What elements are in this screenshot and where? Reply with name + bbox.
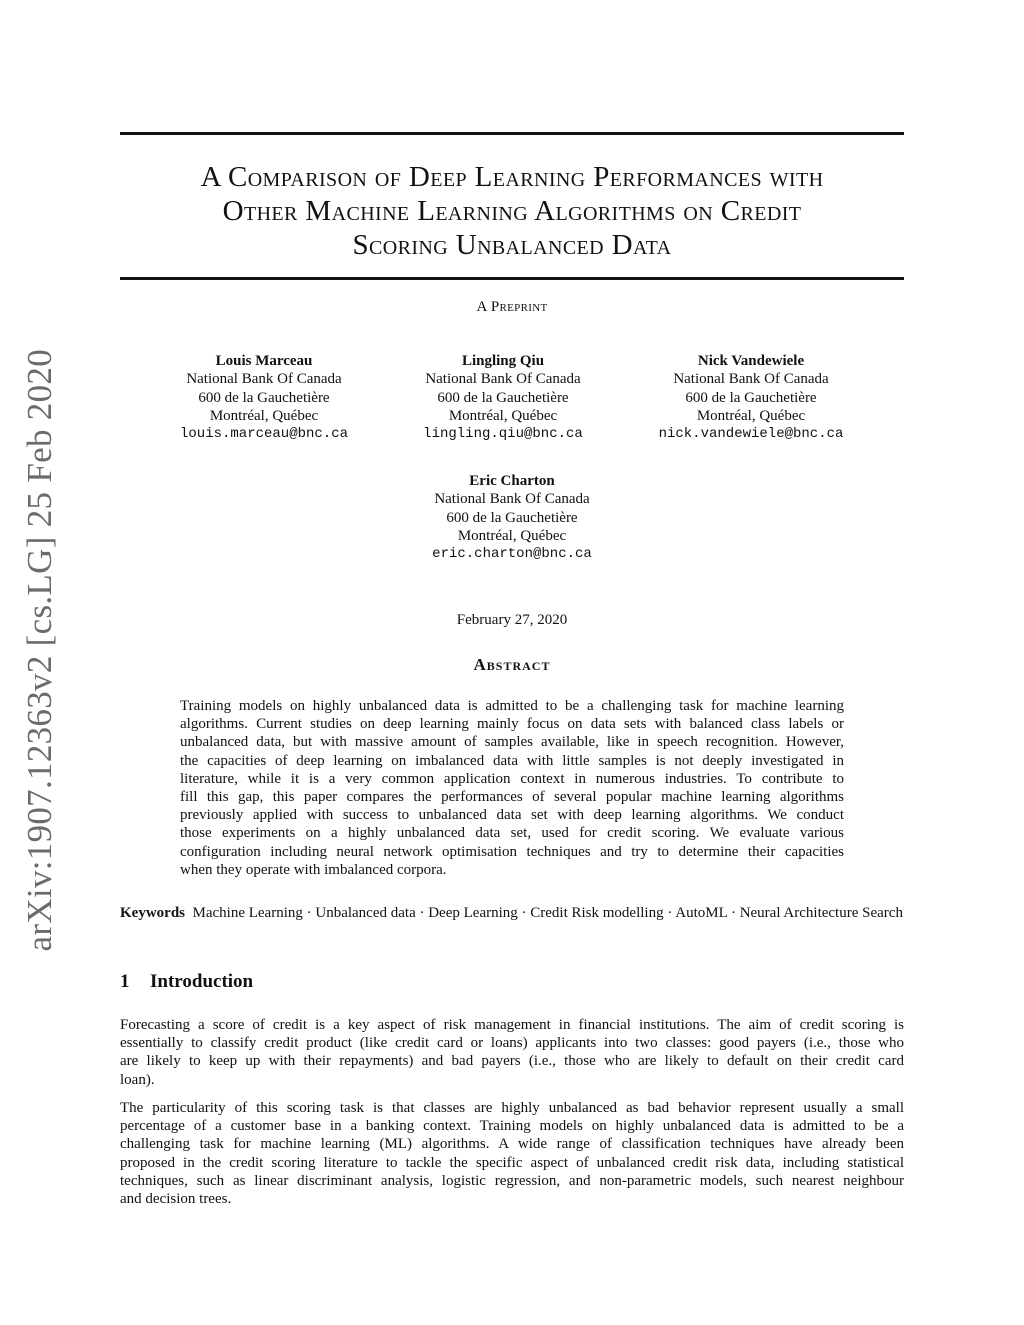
keywords-label: Keywords [120, 905, 185, 921]
author-email: louis.marceau@bnc.ca [179, 426, 349, 443]
section-heading [120, 971, 253, 993]
abstract-heading: Abstract [473, 655, 551, 674]
paragraph-line: Forecasting a score of credit is a key aspect of risk management in financial institutions. The aim of credit scoring is [120, 1017, 904, 1033]
author-block [134, 352, 394, 443]
author-org: National Bank Of Canada [434, 491, 590, 508]
abstract-line: fill this gap, this paper compares the performances of several popular machine learning algorithms [180, 789, 844, 806]
author-name: Louis Marceau [215, 353, 313, 369]
title-bottom-rule [120, 277, 904, 280]
title-top-rule [120, 132, 904, 135]
paragraph-line: techniques, such as linear discriminant analysis, logistic regression, and non-parametric models, such nearest neighbour [120, 1172, 904, 1189]
author-name: Lingling Qiu [461, 353, 545, 369]
keywords-text: Machine Learning · Unbalanced data · Deep Learning · Credit Risk modelling · AutoML · Neural Architecture Search [192, 905, 903, 921]
publication-date: February 27, 2020 [456, 612, 568, 628]
author-address: 600 de la Gauchetière [437, 389, 569, 406]
paper-title [120, 160, 904, 262]
arxiv-id: arXiv:1907.12363v2 [cs.LG] 25 Feb 2020 [20, 348, 59, 952]
author-email: eric.charton@bnc.ca [432, 546, 592, 563]
paragraph-line: percentage of a customer base in a banking context. Training models on highly unbalanced data is admitted to be a [120, 1118, 904, 1135]
author-address: 600 de la Gauchetière [198, 389, 330, 406]
author-block [382, 472, 642, 563]
abstract-body [180, 697, 844, 879]
author-city: Montréal, Québec [696, 407, 806, 424]
body-paragraph [120, 1099, 904, 1208]
preprint-label: A Preprint [476, 299, 548, 315]
paragraph-line: proposed in the credit scoring literature to tackle the specific aspect of unbalanced credit risk data, including statistical [120, 1154, 904, 1171]
abstract-line: those experiments on a highly unbalanced data set, used for credit scoring. We evaluate various [180, 825, 844, 842]
body-paragraph [120, 1016, 904, 1089]
abstract-line: configuration including neural network optimisation techniques and try to determine their capacities [180, 843, 844, 860]
abstract-line: unbalanced data, but with massive amount of samples available, like in speech recognition. However, [180, 734, 844, 751]
author-city: Montréal, Québec [448, 407, 558, 424]
author-email: nick.vandewiele@bnc.ca [658, 426, 844, 443]
paragraph-line: are likely to keep up with their repayments) and bad payers (i.e., those who are likely to default on their credit card [120, 1053, 904, 1070]
author-email: lingling.qiu@bnc.ca [423, 426, 583, 443]
author-city: Montréal, Québec [457, 527, 567, 544]
title-line: Other Machine Learning Algorithms on Credit [222, 195, 802, 227]
author-address: 600 de la Gauchetière [446, 509, 578, 526]
author-org: National Bank Of Canada [673, 371, 829, 388]
section-number: 1 [120, 971, 130, 992]
author-name: Nick Vandewiele [697, 353, 805, 369]
author-city: Montréal, Québec [209, 407, 319, 424]
author-name: Eric Charton [469, 473, 555, 489]
paragraph-line: loan). [120, 1071, 155, 1088]
title-line: A Comparison of Deep Learning Performances with [200, 161, 824, 193]
abstract-line: Training models on highly unbalanced data is admitted to be a challenging task for machine learning [180, 698, 844, 714]
author-address: 600 de la Gauchetière [685, 389, 817, 406]
section-title: Introduction [150, 971, 254, 992]
abstract-line: algorithms. Current studies on deep learning mainly focus on data sets with balanced class labels or [180, 716, 844, 733]
abstract-line: literature, while it is a very common application context in numerous industries. To contribute to [180, 770, 844, 787]
keywords [120, 904, 904, 922]
title-line: Scoring Unbalanced Data [352, 229, 672, 261]
abstract-line: the capacities of deep learning on imbalanced data with little samples is not deeply investigated in [180, 752, 844, 769]
paragraph-line: The particularity of this scoring task is that classes are highly unbalanced as bad behavior represent usually a small [120, 1100, 904, 1116]
paragraph-line: essentially to classify credit product (like credit card or loans) applicants into two classes: good payers (i.e., those who [120, 1035, 904, 1052]
abstract-line: when they operate with imbalanced corpora. [180, 861, 447, 878]
author-block [621, 352, 881, 443]
abstract-line: previously applied with success to unbalanced data set with deep learning algorithms. We conduct [180, 807, 844, 824]
arxiv-side-stamp [10, 348, 70, 952]
paragraph-line: challenging task for machine learning (ML) algorithms. A wide range of classification techniques have already been [120, 1136, 904, 1153]
paragraph-line: and decision trees. [120, 1191, 232, 1208]
author-block [373, 352, 633, 443]
author-org: National Bank Of Canada [425, 371, 581, 388]
author-org: National Bank Of Canada [186, 371, 342, 388]
